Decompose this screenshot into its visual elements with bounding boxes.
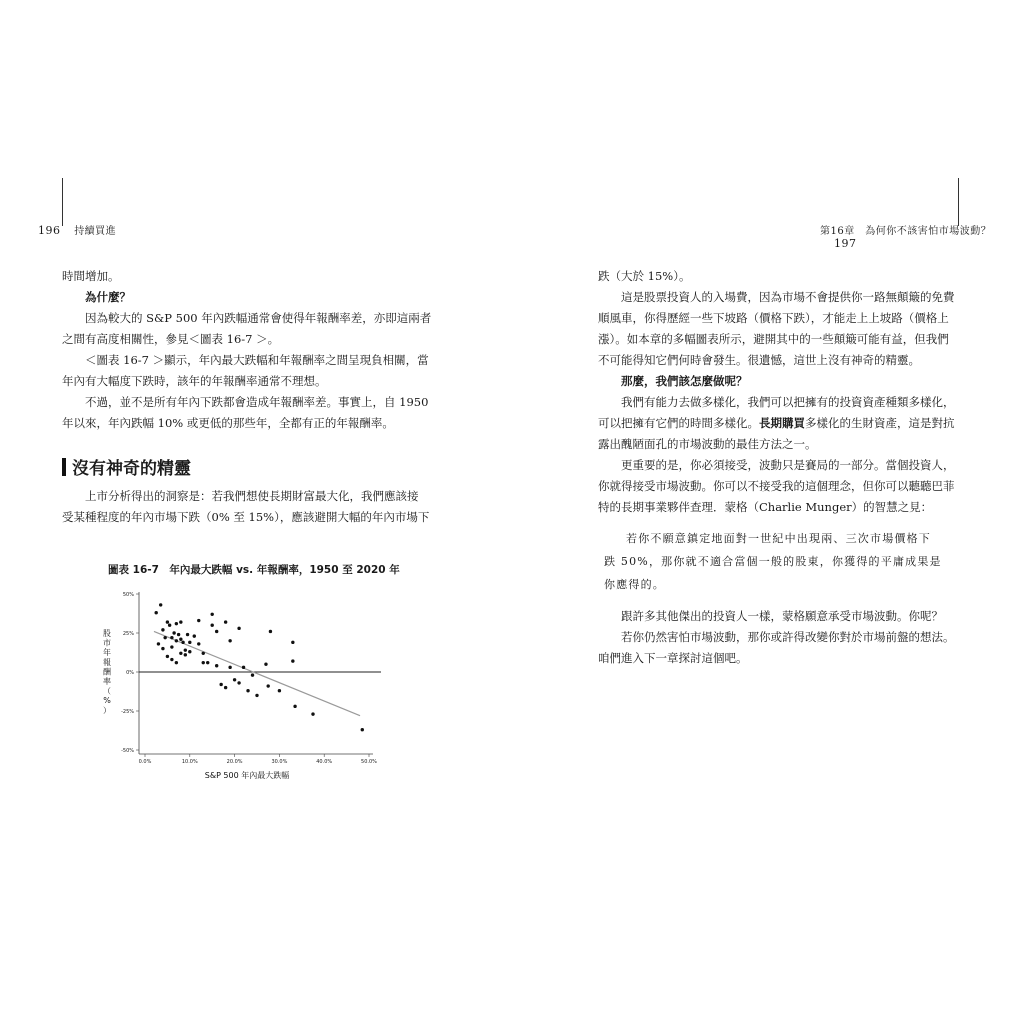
data-point [170, 645, 173, 648]
page-header [38, 222, 116, 237]
header-rule [958, 178, 959, 226]
data-point [246, 689, 249, 692]
data-point [224, 620, 227, 623]
y-axis-label-char: 率 [103, 677, 111, 686]
body-text-top [598, 266, 968, 518]
data-point [237, 681, 240, 684]
data-point [159, 603, 162, 606]
y-tick-label: 50% [122, 592, 134, 598]
data-point [179, 652, 182, 655]
data-point [161, 647, 164, 650]
x-tick-label: 30.0% [271, 759, 288, 765]
data-point [188, 650, 191, 653]
y-axis-label-char: 酬 [103, 667, 111, 677]
quote-line: 若你不願意鎮定地面對一世紀中出現兩、三次市場價格下 [626, 532, 931, 545]
right-page [512, 0, 1024, 1024]
question-heading: 那麼，我們該怎麼做呢？ [621, 374, 748, 388]
quote-line: 跌 50%，那你就不適合當個一般的股東，你獲得的平庸成果是 [604, 555, 942, 568]
page-number: 196 [38, 224, 61, 237]
y-axis-label-char: 年 [103, 648, 111, 658]
paragraph: 跌（大於 15%）。 [598, 269, 691, 283]
y-tick-label: 0% [126, 670, 134, 676]
question-heading: 為什麼？ [85, 290, 131, 304]
data-point [206, 661, 209, 664]
data-point [293, 705, 296, 708]
data-point [215, 630, 218, 633]
data-point [193, 634, 196, 637]
paragraph: 若你仍然害怕市場波動，那你或許得改變你對於市場前盤的想法。 [621, 630, 955, 644]
data-point [291, 659, 294, 662]
data-point [311, 712, 314, 715]
data-point [161, 628, 164, 631]
data-point [264, 663, 267, 666]
y-axis-label-char: 股 [103, 629, 111, 638]
paragraph: ＜圖表 16-7 ＞顯示，年內最大跌幅和年報酬率之間呈現負相關，當 [85, 353, 429, 367]
data-point [267, 684, 270, 687]
data-point [291, 641, 294, 644]
quote-line: 你應得的。 [604, 578, 665, 591]
block-quote [604, 527, 944, 596]
paragraph: 特的長期事業夥伴查理．蒙格（Charlie Munger）的智慧之見： [598, 500, 933, 514]
y-tick-label: -25% [121, 709, 134, 715]
paragraph: 不可能得知它們何時會發生。很遺憾，這世上沒有神奇的精靈。 [598, 353, 920, 367]
data-point [175, 661, 178, 664]
data-point [202, 652, 205, 655]
data-point [211, 624, 214, 627]
data-point [157, 642, 160, 645]
section-title-text: 沒有神奇的精靈 [72, 459, 191, 479]
scatter-chart [95, 580, 395, 790]
data-point [269, 630, 272, 633]
data-point [242, 666, 245, 669]
x-tick-label: 40.0% [316, 759, 333, 765]
header-rule [62, 178, 63, 226]
data-point [186, 633, 189, 636]
data-point [219, 683, 222, 686]
data-point [179, 638, 182, 641]
x-tick-label: 20.0% [226, 759, 243, 765]
y-axis-label-char: （ [103, 686, 111, 696]
data-point [197, 619, 200, 622]
text-span: 可以把擁有它們的時間多樣化。 [598, 416, 759, 430]
data-point [233, 678, 236, 681]
body-text-section [62, 486, 432, 528]
data-point [188, 641, 191, 644]
emphasis-text: 長期購買 [759, 416, 805, 430]
paragraph [598, 413, 968, 434]
data-point [215, 664, 218, 667]
data-point [179, 620, 182, 623]
y-tick-label: -50% [121, 748, 134, 754]
figure-title: 圖表 16-7 年內最大跌幅 vs. 年報酬率，1950 至 2020 年 [108, 564, 400, 576]
data-point [181, 641, 184, 644]
data-point [155, 611, 158, 614]
paragraph: 咱們進入下一章探討這個吧。 [598, 651, 748, 665]
paragraph: 時間增加。 [62, 269, 120, 283]
data-point [163, 636, 166, 639]
data-point [170, 636, 173, 639]
data-point [228, 639, 231, 642]
data-point [166, 655, 169, 658]
data-point [278, 689, 281, 692]
data-point [175, 622, 178, 625]
data-point [184, 653, 187, 656]
paragraph: 你就得接受市場波動。你可以不接受我的這個理念，但你可以聽聽巴菲 [598, 479, 955, 493]
y-axis-label-char: 報 [103, 657, 111, 667]
data-point [172, 631, 175, 634]
running-head: 持續買進 [74, 226, 117, 237]
paragraph: 上市分析得出的洞察是：若我們想使長期財富最大化，我們應該接 [85, 489, 419, 503]
data-point [237, 627, 240, 630]
x-tick-label: 50.0% [361, 759, 377, 765]
paragraph: 之間有高度相關性，參見＜圖表 16-7 ＞。 [62, 332, 280, 346]
running-head: 第16章 為何你不該害怕市場波動？ [820, 226, 992, 237]
paragraph: 我們有能力去做多樣化，我們可以把擁有的投資資產種類多樣化， [621, 395, 955, 409]
data-point [211, 613, 214, 616]
data-point [175, 639, 178, 642]
data-point [197, 642, 200, 645]
data-point [361, 728, 364, 731]
paragraph: 順風車，你得歷經一些下坡路（價格下跌），才能走上上坡路（價格上 [598, 311, 949, 325]
trend-line [154, 631, 360, 715]
data-point [170, 658, 173, 661]
paragraph: 受某種程度的年內市場下跌（0% 至 15%），應該避開大幅的年內市場下 [62, 510, 430, 524]
body-text-bottom [598, 606, 968, 669]
data-point [202, 661, 205, 664]
paragraph: 因為較大的 S&P 500 年內跌幅通常會使得年報酬率差，亦即這兩者 [85, 311, 432, 325]
data-point [177, 633, 180, 636]
data-point [255, 694, 258, 697]
paragraph: 更重要的是，你必須接受，波動只是賽局的一部分。當個投資人， [621, 458, 955, 472]
paragraph: 跟許多其他傑出的投資人一樣，蒙格願意承受市場波動。你呢？ [621, 609, 943, 623]
x-axis-label: S&P 500 年內最大跌幅 [204, 771, 290, 780]
page-number: 197 [834, 237, 857, 250]
page-header [820, 222, 1024, 250]
y-axis-label-char: ） [103, 705, 111, 715]
y-axis-label-char: 市 [103, 638, 111, 648]
paragraph: 漲）。如本章的多幅圖表所示，避開其中的一些顛簸可能有益，但我們 [598, 332, 949, 346]
paragraph: 不過，並不是所有年內下跌都會造成年報酬率差。事實上，自 1950 [85, 395, 429, 409]
paragraph: 年以來，年內跌幅 10% 或更低的那些年，全都有正的年報酬率。 [62, 416, 394, 430]
paragraph: 露出醜陋面孔的市場波動的最佳方法之一。 [598, 437, 817, 451]
body-text-top [62, 266, 432, 434]
data-point [184, 648, 187, 651]
text-span: 多樣化的生財資產，這是對抗 [805, 416, 955, 430]
data-point [166, 620, 169, 623]
y-axis-label-char: % [103, 696, 111, 706]
section-title [62, 454, 191, 479]
data-point [224, 686, 227, 689]
x-tick-label: 10.0% [181, 759, 198, 765]
paragraph: 這是股票投資人的入場費，因為市場不會提供你一路無顛簸的免費 [621, 290, 955, 304]
section-marker [62, 458, 66, 476]
paragraph: 年內有大幅度下跌時，該年的年報酬率通常不理想。 [62, 374, 327, 388]
data-point [168, 624, 171, 627]
data-point [228, 666, 231, 669]
data-point [251, 673, 254, 676]
y-tick-label: 25% [122, 631, 134, 637]
x-tick-label: 0.0% [138, 759, 152, 765]
